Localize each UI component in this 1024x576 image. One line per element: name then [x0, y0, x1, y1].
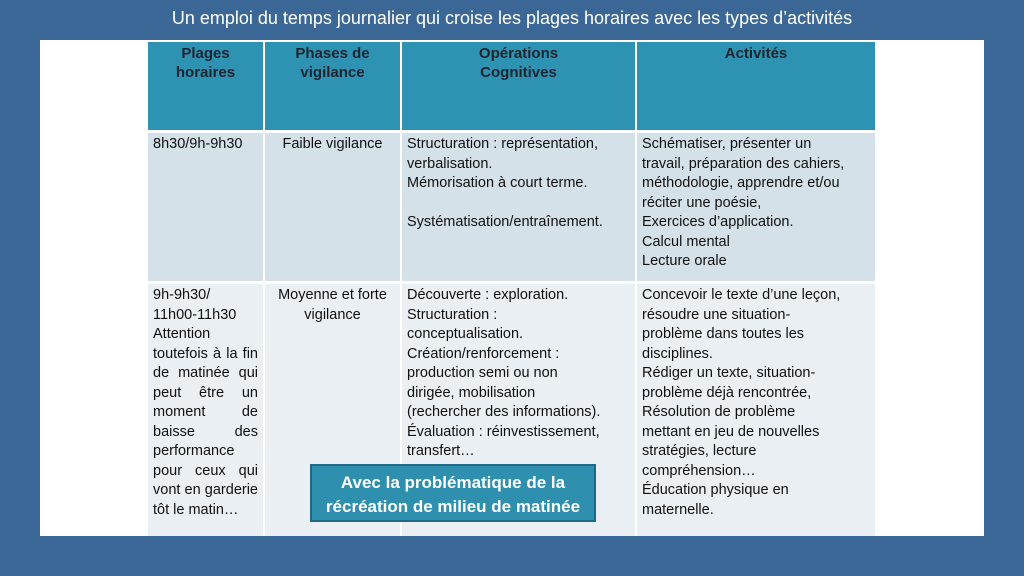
header-operations-cognitives: Opérations Cognitives — [401, 42, 636, 132]
slide-title: Un emploi du temps journalier qui croise les plages horaires avec les types d’activités — [171, 8, 853, 28]
cell-operations: Structuration : représentation, verbalisation. Mémorisation à court terme. Systématisation/entraînement. — [401, 132, 636, 283]
header-plages-horaires: Plages horaires — [148, 42, 264, 132]
cell-activites: Concevoir le texte d’une leçon, résoudre une situation- problème dans toutes les disciplines. Rédiger un texte, situation- problème déjà rencontrée, Résolution de problème mettant en jeu de nouvelles stratégies, lecture compréhension… Éducation physique en maternelle. — [636, 283, 876, 537]
header-activites: Activités — [636, 42, 876, 132]
header-phases-vigilance: Phases de vigilance — [264, 42, 401, 132]
cell-activites: Schématiser, présenter un travail, préparation des cahiers, méthodologie, apprendre et/ou réciter une poésie, Exercices d’application. Calcul mental Lecture orale — [636, 132, 876, 283]
schedule-table — [148, 42, 877, 536]
cell-plage-note: Attention toutefois à la fin de matinée qui peut être un moment de baisse des performance pour ceux qui vont en garderie tôt le matin… — [153, 326, 258, 518]
cell-phase: Faible vigilance — [264, 132, 401, 283]
content-panel — [40, 40, 984, 536]
cell-plage — [148, 283, 264, 537]
cell-phase: Moyenne et forte vigilance — [264, 283, 401, 537]
cell-plage-times: 9h-9h30/ 11h00-11h30 — [153, 287, 237, 323]
cell-operations: Découverte : exploration. Structuration : conceptualisation. Création/renforcement : production semi ou non dirigée, mobilisation (rechercher des informations). Évaluation : réinvestissement, transfert… — [401, 283, 636, 537]
table-header-row — [148, 42, 876, 132]
table-row — [148, 132, 876, 283]
callout-box: Avec la problématique de la récréation de milieu de matinée — [310, 464, 596, 522]
cell-plage: 8h30/9h-9h30 — [148, 132, 264, 283]
